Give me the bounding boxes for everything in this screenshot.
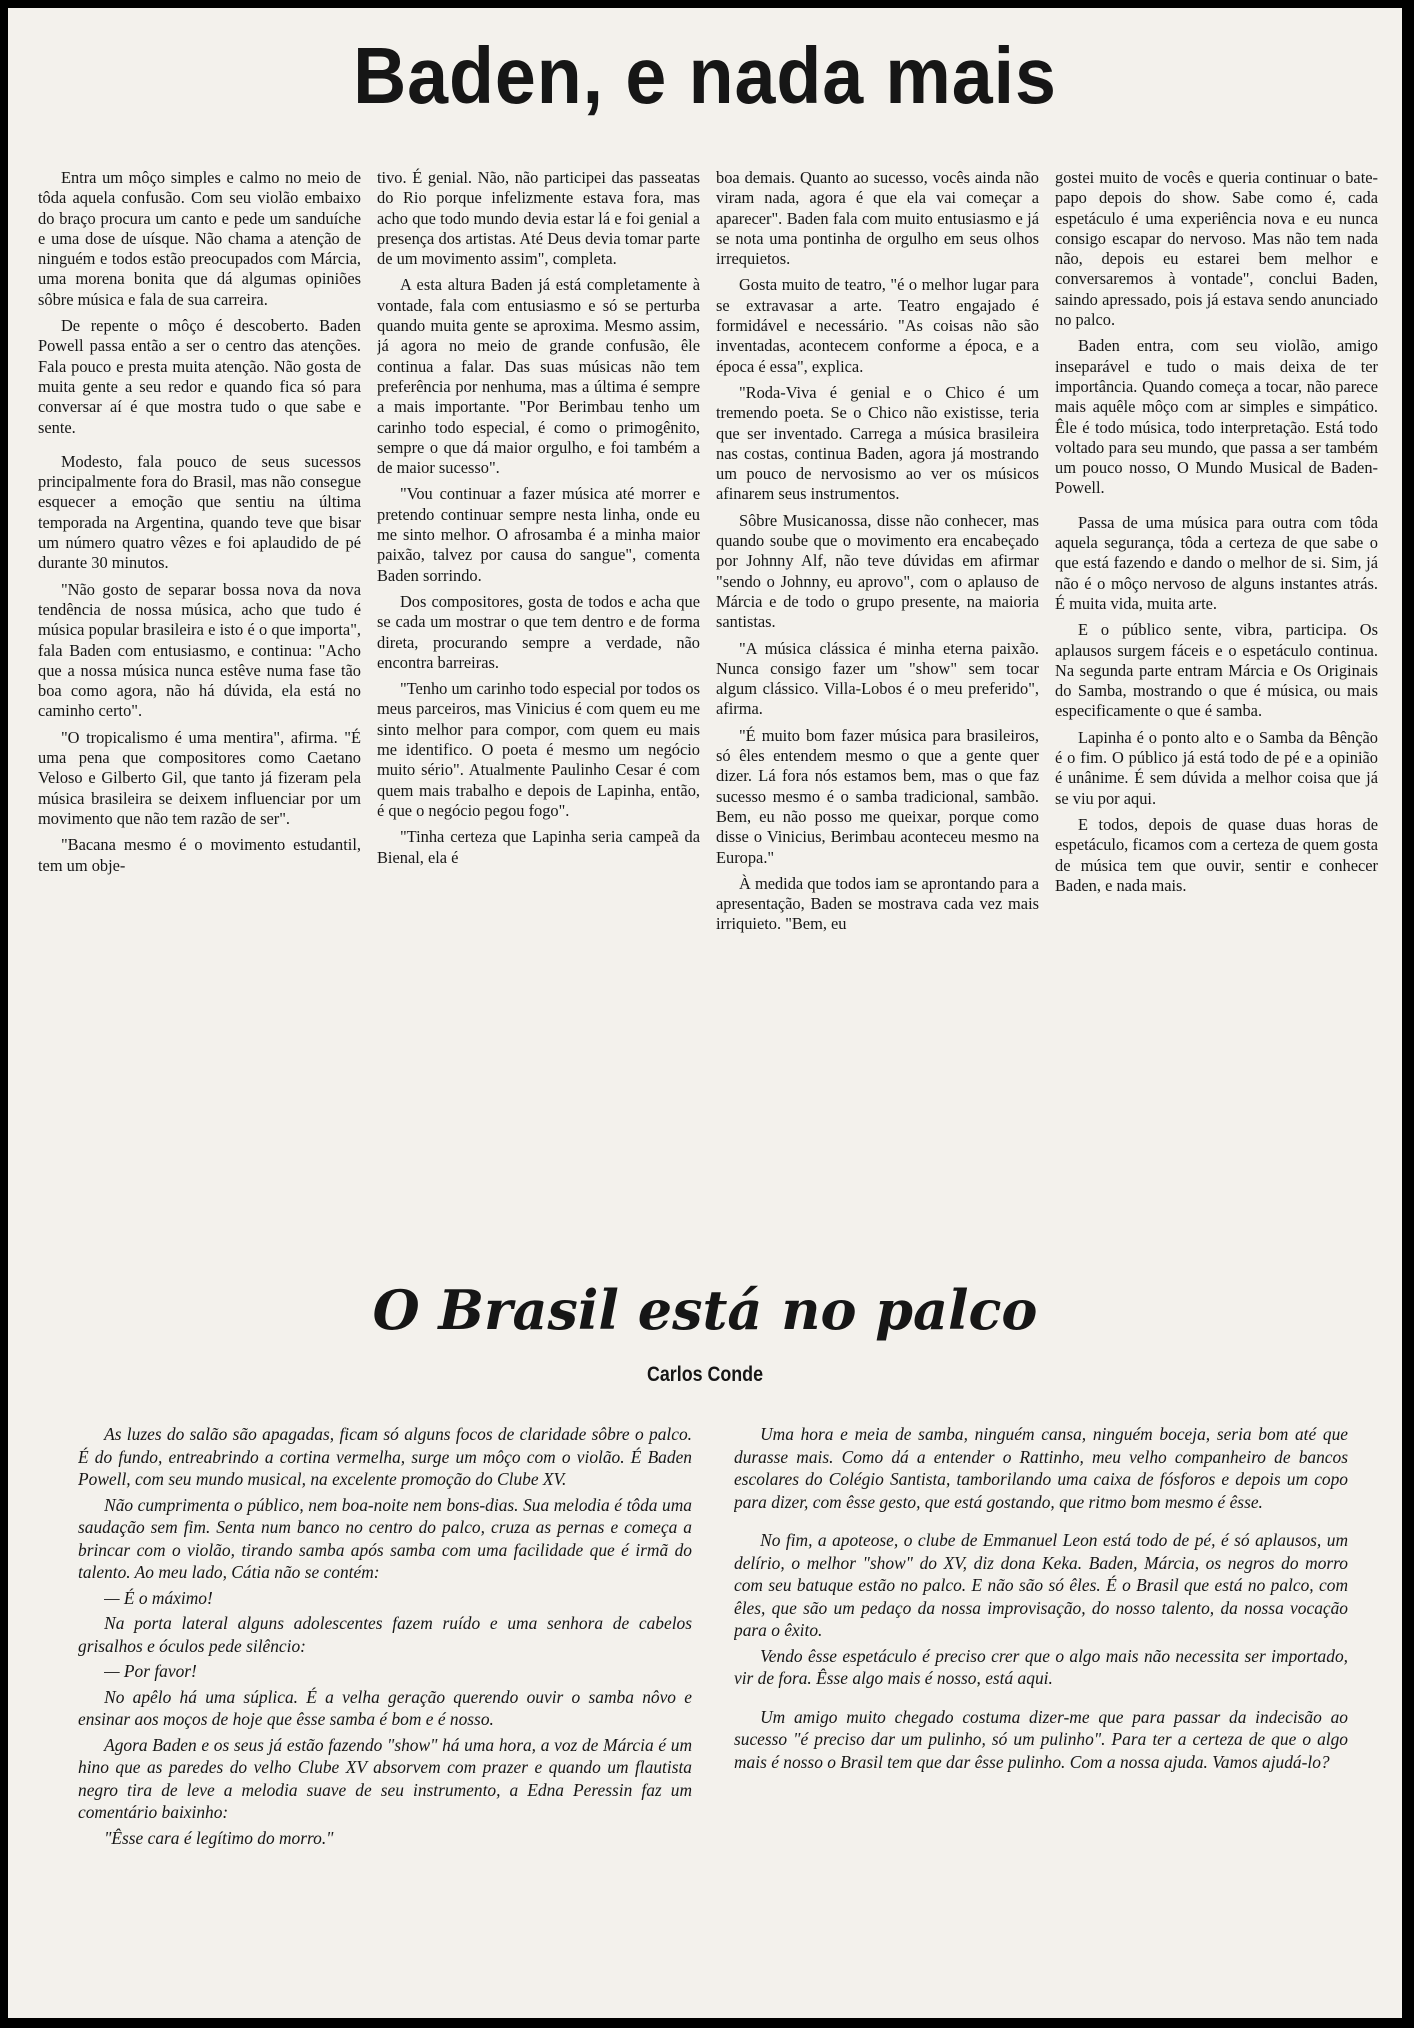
article1-columns [38,168,1378,1253]
paragraph: "A música clássica é minha eterna paixão. Nunca consigo fazer um "show" sem tocar algum clássico. Villa-Lobos é o meu preferido", afirma. [716,638,1039,719]
paragraph: Gosta muito de teatro, "é o melhor lugar para se extravasar a arte. Teatro engajado é formidável e necessário. "As coisas não são inventadas, acontecem conforme a época, e a época é essa", explica. [716,275,1039,376]
paragraph: Não cumprimenta o público, nem boa-noite nem bons-dias. Sua melodia é tôda uma saudação sem fim. Senta num banco no centro do palco, cruza as pernas e começa a brincar com o violão, tirando samba após samba com uma facilidade que é irmã do talento. Ao meu lado, Cátia não se contém: [78,1494,692,1582]
paragraph: Na porta lateral alguns adolescentes fazem ruído e uma senhora de cabelos grisalhos e óculos pede silêncio: [78,1613,692,1656]
paragraph: No fim, a apoteose, o clube de Emmanuel Leon está todo de pé, é só aplausos, um delírio, o melhor "show" do XV, diz dona Keka. Baden, Márcia, os negros do morro com seu batuque estão no palco. E não são só êles. É o Brasil que está no palco, com êles, que são um pedaço da nossa improvisação, do nosso talento, da nossa vocação para o êxito. [734,1530,1348,1640]
paragraph: "Bacana mesmo é o movimento estudantil, tem um obje- [38,835,361,875]
paragraph: "É muito bom fazer música para brasileiros, só êles entendem mesmo o que a gente quer dizer. Lá fora nós estamos bem, mas o que faz sucesso mesmo é o samba tradicional, sambão. Bem, eu não posso me queixar, porque como disse o Vinicius, Berimbau aconteceu mesmo na Europa." [716,725,1039,867]
article1-column-4 [1055,168,1378,1253]
article2-column-1 [78,1423,692,2003]
paragraph: Uma hora e meia de samba, ninguém cansa, ninguém boceja, seria bom até que durasse mais. Como dá a entender o Rattinho, meu velho companheiro de bancos escolares do Colégio Santista, tamborilando uma caixa de fósforos e depois um copo para dizer, com êsse gesto, que está gostando, que ritmo bom mesmo é êsse. [734,1424,1348,1512]
paragraph: No apêlo há uma súplica. É a velha geração querendo ouvir o samba nôvo e ensinar aos moços de hoje que êsse samba é bom e é nosso. [78,1686,692,1729]
paragraph: Passa de uma música para outra com tôda aquela segurança, tôda a certeza de que sabe o que está fazendo e dando o melhor de si. Sim, já não é o môço nervoso de alguns instantes atrás. É muita vida, muita arte. [1055,512,1378,613]
paragraph: "Não gosto de separar bossa nova da nova tendência de nossa música, acho que tudo é música popular brasileira e isto é o que importa", fala Baden com entusiasmo, e continua: "Acho que a nossa música nunca estêve numa fase tão boa como agora, não há dúvida, ela está no caminho certo". [38,579,361,721]
article2-columns [78,1423,1348,2003]
paragraph: boa demais. Quanto ao sucesso, vocês ainda não viram nada, agora é que ela vai começar a aparecer". Baden fala com muito entusiasmo e já se nota uma pontinha de orgulho em seus olhos irrequietos. [716,168,1039,269]
paragraph: Dos compositores, gosta de todos e acha que se cada um mostrar o que tem dentro e de forma direta, procurando sempre a verdade, não encontra barreiras. [377,591,700,672]
paragraph: Vendo êsse espetáculo é preciso crer que o algo mais não necessita ser importado, vir de fora. Êsse algo mais é nosso, está aqui. [734,1645,1348,1688]
article1-column-1 [38,168,361,1253]
byline: Carlos Conde [646,1363,764,1386]
paragraph: — Por favor! [104,1661,197,1681]
paragraph: Lapinha é o ponto alto e o Samba da Bênção é o fim. O público já está todo de pé e a opinião é unânime. É sem dúvida a melhor coisa que já se viu por aqui. [1055,727,1378,808]
paragraph: E todos, depois de quase duas horas de espetáculo, ficamos com a certeza de quem gosta de música tem que ouvir, sentir e conhecer Baden, e nada mais. [1055,814,1378,895]
second-headline: O Brasil está no palco [372,1278,1038,1342]
paragraph: As luzes do salão são apagadas, ficam só alguns focos de claridade sôbre o palco. É do fundo, entreabrindo a cortina vermelha, surge um môço com o violão. É Baden Powell, com seu mundo musical, na excelente promoção do Clube XV. [78,1424,692,1489]
paragraph: De repente o môço é descoberto. Baden Powell passa então a ser o centro das atenções. Fala pouco e presta muita atenção. Não gosta de muita gente a seu redor e quando fica só para conversar aí é que mostra tudo o que sabe e sente. [38,316,361,437]
paragraph: E o público sente, vibra, participa. Os aplausos surgem fáceis e o espetáculo continua. Na segunda parte entram Márcia e Os Originais do Samba, mostrando o que é música, ou mais especificamente o que é samba. [1055,620,1378,721]
paragraph: Modesto, fala pouco de seus sucessos principalmente fora do Brasil, mas não consegue esquecer a emoção que sentiu na última temporada na Argentina, quando teve que bisar um número quatro vêzes e foi aplaudido de pé durante 30 minutos. [38,451,361,573]
paragraph: — É o máximo! [104,1587,213,1608]
article1-column-3 [716,168,1039,1253]
paragraph: Entra um môço simples e calmo no meio de tôda aquela confusão. Com seu violão embaixo do braço procura um canto e pede um sanduíche e uma dose de uísque. Não chama a atenção de ninguém e todos estão preocupados com Márcia, uma morena bonita que dá algumas opiniões sôbre música e fala de sua carreira. [38,168,361,309]
paragraph: A esta altura Baden já está completamente à vontade, fala com entusiasmo e só se perturba quando muita gente se aproxima. Mesmo assim, já agora no meio de grande confusão, êle continua a falar. Das suas músicas não tem preferência por nenhuma, mas a última é sempre a mais importante. "Por Berimbau tenho um carinho todo especial, é como o primogênito, sempre o que dá maior orgulho, e foi também a de maior sucesso". [377,275,700,478]
paragraph: Baden entra, com seu violão, amigo inseparável e tudo o mais deixa de ter importância. Quando começa a tocar, não parece mais aquêle môço com ar simples e simpático. Êle é todo música, todo interpretação. Está todo voltado para seu mundo, que passa a ser também um pouco nosso, O Mundo Musical de Baden-Powell. [1055,336,1378,498]
paragraph: "O tropicalismo é uma mentira", afirma. "É uma pena que compositores como Caetano Veloso e Gilberto Gil, que tanto já fizeram pela música brasileira se deixem influenciar por um movimento que não tem razão de ser". [38,727,361,828]
paragraph: "Tinha certeza que Lapinha seria campeã da Bienal, ela é [377,827,700,867]
paragraph: gostei muito de vocês e queria continuar o bate-papo depois do show. Sabe como é, cada espetáculo é uma experiência nova e eu nunca consigo escapar do nervoso. Mas não tem nada não, depois eu estarei bem melhor e conversaremos à vontade", conclui Baden, saindo apressado, pois já estava sendo anunciado no palco. [1055,168,1378,330]
article1-column-2 [377,168,700,1253]
paragraph: tivo. É genial. Não, não participei das passeatas do Rio porque infelizmente estava fora, mas acho que todo mundo devia estar lá e foi genial a presença dos artistas. Até Deus devia tomar parte de um movimento assim", completa. [377,168,700,269]
paragraph: "Tenho um carinho todo especial por todos os meus parceiros, mas Vinicius é com quem eu me sinto melhor para compor, com quem eu mais me identifico. O poeta é mesmo um negócio muito sério". Atualmente Paulinho Cesar é com quem mais trabalho e depois de Lapinha, então, é que o negócio pegou fogo". [377,679,700,820]
article2-column-2 [734,1423,1348,2003]
paragraph: À medida que todos iam se aprontando para a apresentação, Baden se mostrava cada vez mais irriquieto. "Bem, eu [716,873,1039,934]
paragraph: Um amigo muito chegado costuma dizer-me que para passar da indecisão ao sucesso "é preciso dar um pulinho, só um pulinho". Para ter a certeza de que o algo mais é nosso o Brasil tem que dar êsse pulinho. Com a nossa ajuda. Vamos ajudá-lo? [734,1706,1348,1772]
paragraph: "Êsse cara é legítimo do morro." [104,1827,334,1848]
newspaper-page [8,8,1402,2018]
headline: Baden, e nada mais [353,31,1057,120]
paragraph: "Roda-Viva é genial e o Chico é um tremendo poeta. Se o Chico não existisse, teria que ser inventado. Carrega a música brasileira nas costas, continua Baden, agora já mostrando um pouco de nervosismo ao ver os músicos afinarem seus instrumentos. [716,382,1039,504]
paragraph: Agora Baden e os seus já estão fazendo "show" há uma hora, a voz de Márcia é um hino que as paredes do velho Clube XV absorvem com prazer e quando um flautista negro tira de leve a melodia suave de seu instrumento, a Edna Peressin faz um comentário baixinho: [78,1734,692,1822]
paragraph: "Vou continuar a fazer música até morrer e pretendo continuar sempre nesta linha, onde eu me sinto melhor. O afrosamba é a minha maior paixão, talvez por causa do sangue", comenta Baden sorrindo. [377,484,700,585]
paragraph: Sôbre Musicanossa, disse não conhecer, mas quando soube que o movimento era encabeçado por Johnny Alf, não teve dúvidas em afirmar "sendo o Johnny, eu aprovo", com o aplauso de Márcia e de todo o grupo presente, na maioria santistas. [716,510,1039,632]
